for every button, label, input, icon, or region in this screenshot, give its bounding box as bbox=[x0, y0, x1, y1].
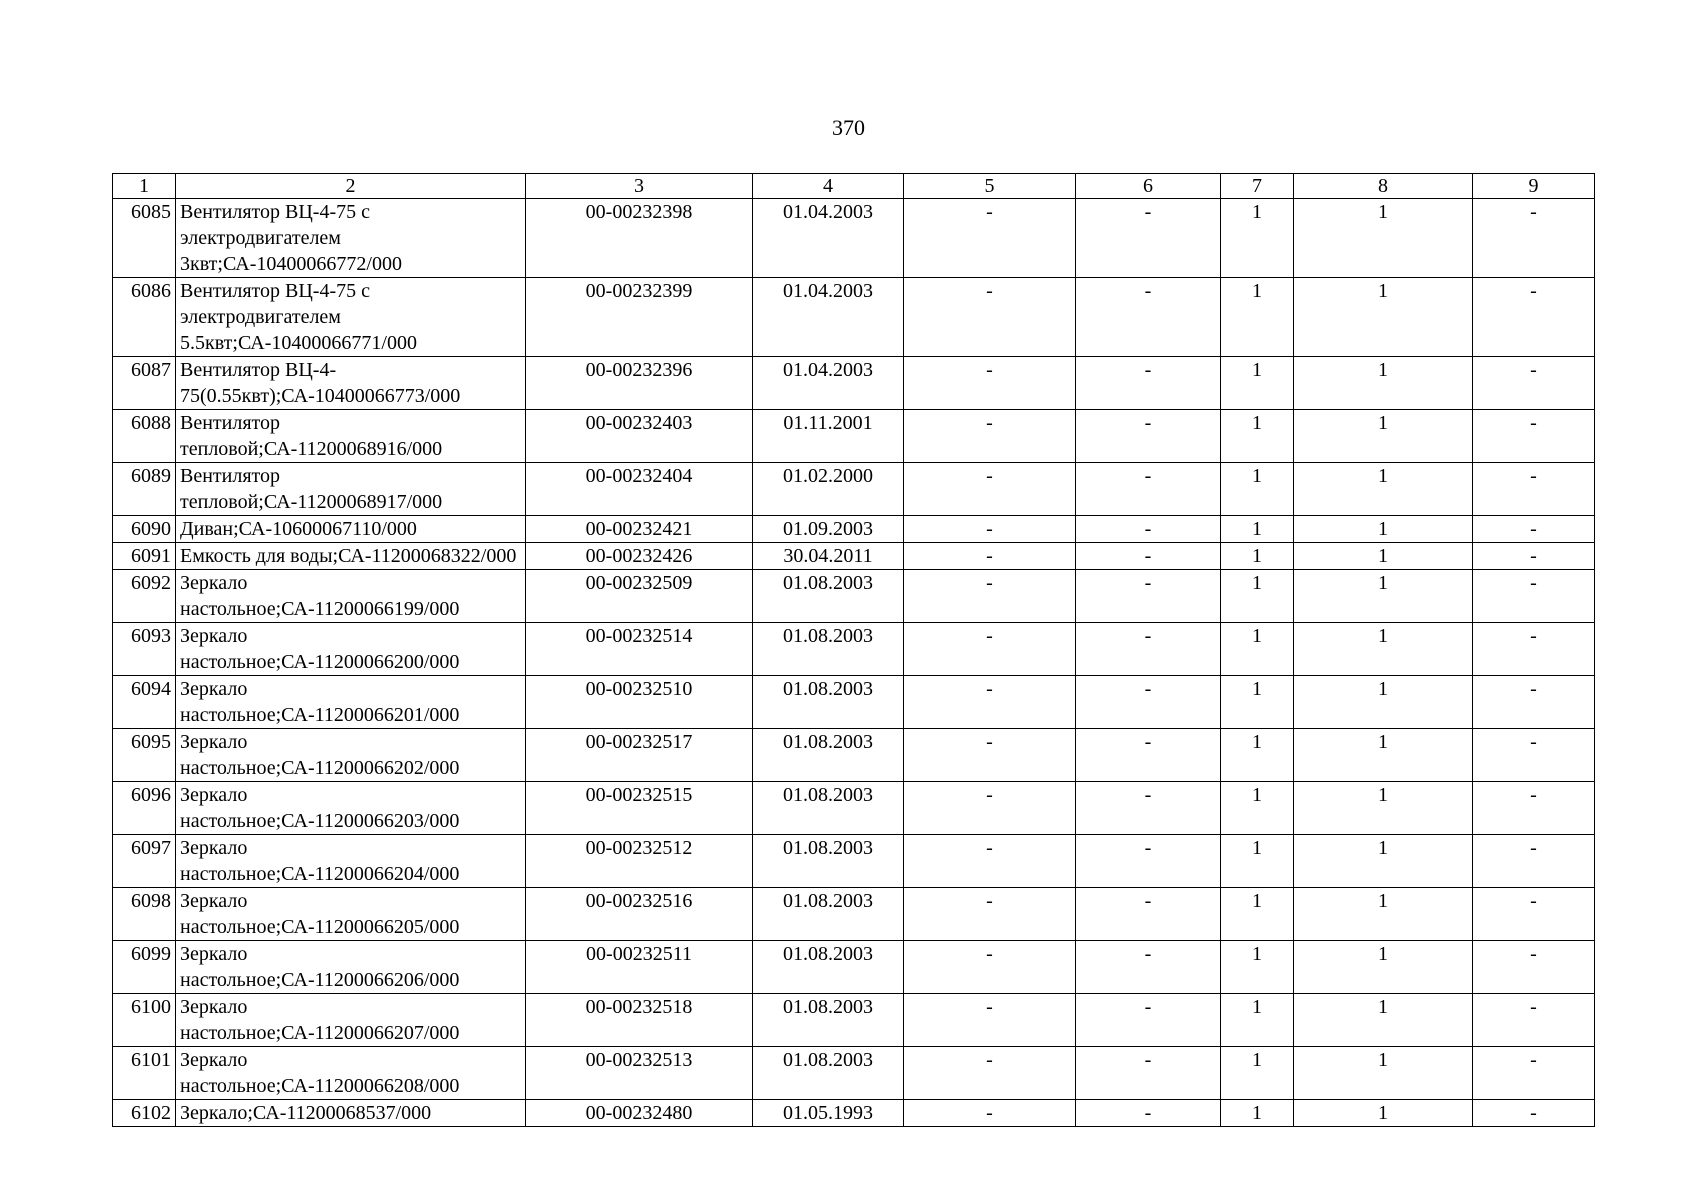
col5-cell: - bbox=[904, 1100, 1076, 1127]
col5-cell: - bbox=[904, 729, 1076, 782]
inventory-table bbox=[112, 173, 1595, 1127]
item-name-cell: Зеркало настольное;СА-11200066199/000 bbox=[176, 570, 526, 623]
inventory-code-cell: 00-00232515 bbox=[526, 782, 753, 835]
col6-cell: - bbox=[1076, 463, 1221, 516]
inventory-code-cell: 00-00232426 bbox=[526, 543, 753, 570]
col8-cell: 1 bbox=[1294, 676, 1473, 729]
table-row bbox=[113, 357, 1595, 410]
col9-cell: - bbox=[1473, 410, 1595, 463]
table-row bbox=[113, 570, 1595, 623]
inventory-code-cell: 00-00232403 bbox=[526, 410, 753, 463]
item-name-cell: Зеркало настольное;СА-11200066208/000 bbox=[176, 1047, 526, 1100]
row-number-cell: 6098 bbox=[113, 888, 176, 941]
col9-cell: - bbox=[1473, 835, 1595, 888]
inventory-code-cell: 00-00232518 bbox=[526, 994, 753, 1047]
table-row bbox=[113, 516, 1595, 543]
col6-cell: - bbox=[1076, 623, 1221, 676]
col6-cell: - bbox=[1076, 199, 1221, 278]
item-name-cell: Диван;СА-10600067110/000 bbox=[176, 516, 526, 543]
col7-cell: 1 bbox=[1221, 1100, 1294, 1127]
inventory-code-cell: 00-00232509 bbox=[526, 570, 753, 623]
item-name-cell: Вентилятор тепловой;СА-11200068916/000 bbox=[176, 410, 526, 463]
date-cell: 01.08.2003 bbox=[753, 623, 904, 676]
item-name-cell: Зеркало;СА-11200068537/000 bbox=[176, 1100, 526, 1127]
row-number-cell: 6090 bbox=[113, 516, 176, 543]
row-number-cell: 6095 bbox=[113, 729, 176, 782]
date-cell: 01.08.2003 bbox=[753, 729, 904, 782]
table-body bbox=[113, 174, 1595, 1127]
date-cell: 01.02.2000 bbox=[753, 463, 904, 516]
item-name-cell: Зеркало настольное;СА-11200066205/000 bbox=[176, 888, 526, 941]
col9-cell: - bbox=[1473, 516, 1595, 543]
col9-cell: - bbox=[1473, 570, 1595, 623]
row-number-cell: 6085 bbox=[113, 199, 176, 278]
col6-cell: - bbox=[1076, 1047, 1221, 1100]
table-row bbox=[113, 623, 1595, 676]
item-name-cell: Вентилятор ВЦ-4-75 с электродвигателем 5.5квт;СА-10400066771/000 bbox=[176, 278, 526, 357]
item-name-cell: Зеркало настольное;СА-11200066201/000 bbox=[176, 676, 526, 729]
col5-cell: - bbox=[904, 570, 1076, 623]
col5-cell: - bbox=[904, 516, 1076, 543]
inventory-code-cell: 00-00232513 bbox=[526, 1047, 753, 1100]
col6-cell: - bbox=[1076, 941, 1221, 994]
col8-cell: 1 bbox=[1294, 623, 1473, 676]
inventory-code-cell: 00-00232396 bbox=[526, 357, 753, 410]
col8-cell: 1 bbox=[1294, 941, 1473, 994]
col8-cell: 1 bbox=[1294, 357, 1473, 410]
col6-cell: - bbox=[1076, 357, 1221, 410]
item-name-cell: Зеркало настольное;СА-11200066206/000 bbox=[176, 941, 526, 994]
table-row bbox=[113, 888, 1595, 941]
col5-cell: - bbox=[904, 199, 1076, 278]
inventory-code-cell: 00-00232398 bbox=[526, 199, 753, 278]
date-cell: 01.04.2003 bbox=[753, 357, 904, 410]
col9-cell: - bbox=[1473, 1047, 1595, 1100]
col6-cell: - bbox=[1076, 782, 1221, 835]
date-cell: 01.08.2003 bbox=[753, 994, 904, 1047]
row-number-cell: 6102 bbox=[113, 1100, 176, 1127]
table-row bbox=[113, 199, 1595, 278]
item-name-cell: Емкость для воды;СА-11200068322/000 bbox=[176, 543, 526, 570]
item-name-cell: Зеркало настольное;СА-11200066202/000 bbox=[176, 729, 526, 782]
item-name-cell: Вентилятор ВЦ-4-75 с электродвигателем 3квт;СА-10400066772/000 bbox=[176, 199, 526, 278]
row-number-cell: 6091 bbox=[113, 543, 176, 570]
col6-cell: - bbox=[1076, 278, 1221, 357]
col7-cell: 1 bbox=[1221, 516, 1294, 543]
col9-cell: - bbox=[1473, 676, 1595, 729]
col5-cell: - bbox=[904, 278, 1076, 357]
col9-cell: - bbox=[1473, 941, 1595, 994]
column-header: 6 bbox=[1076, 174, 1221, 199]
item-name-cell: Вентилятор тепловой;СА-11200068917/000 bbox=[176, 463, 526, 516]
col8-cell: 1 bbox=[1294, 1100, 1473, 1127]
col7-cell: 1 bbox=[1221, 835, 1294, 888]
col6-cell: - bbox=[1076, 729, 1221, 782]
row-number-cell: 6094 bbox=[113, 676, 176, 729]
date-cell: 01.08.2003 bbox=[753, 941, 904, 994]
date-cell: 01.09.2003 bbox=[753, 516, 904, 543]
date-cell: 01.08.2003 bbox=[753, 782, 904, 835]
table-row bbox=[113, 994, 1595, 1047]
col9-cell: - bbox=[1473, 357, 1595, 410]
table-row bbox=[113, 941, 1595, 994]
date-cell: 01.08.2003 bbox=[753, 888, 904, 941]
row-number-cell: 6099 bbox=[113, 941, 176, 994]
row-number-cell: 6088 bbox=[113, 410, 176, 463]
row-number-cell: 6089 bbox=[113, 463, 176, 516]
col8-cell: 1 bbox=[1294, 278, 1473, 357]
inventory-code-cell: 00-00232421 bbox=[526, 516, 753, 543]
column-header: 1 bbox=[113, 174, 176, 199]
col6-cell: - bbox=[1076, 410, 1221, 463]
col8-cell: 1 bbox=[1294, 199, 1473, 278]
date-cell: 01.04.2003 bbox=[753, 278, 904, 357]
row-number-cell: 6101 bbox=[113, 1047, 176, 1100]
col9-cell: - bbox=[1473, 463, 1595, 516]
inventory-code-cell: 00-00232514 bbox=[526, 623, 753, 676]
item-name-cell: Зеркало настольное;СА-11200066204/000 bbox=[176, 835, 526, 888]
col6-cell: - bbox=[1076, 835, 1221, 888]
col7-cell: 1 bbox=[1221, 463, 1294, 516]
item-name-cell: Зеркало настольное;СА-11200066200/000 bbox=[176, 623, 526, 676]
date-cell: 01.08.2003 bbox=[753, 676, 904, 729]
date-cell: 01.05.1993 bbox=[753, 1100, 904, 1127]
inventory-code-cell: 00-00232480 bbox=[526, 1100, 753, 1127]
col5-cell: - bbox=[904, 941, 1076, 994]
page-number: 370 bbox=[832, 115, 865, 140]
col7-cell: 1 bbox=[1221, 199, 1294, 278]
inventory-code-cell: 00-00232512 bbox=[526, 835, 753, 888]
row-number-cell: 6086 bbox=[113, 278, 176, 357]
date-cell: 01.08.2003 bbox=[753, 570, 904, 623]
col8-cell: 1 bbox=[1294, 570, 1473, 623]
row-number-cell: 6097 bbox=[113, 835, 176, 888]
col8-cell: 1 bbox=[1294, 1047, 1473, 1100]
col6-cell: - bbox=[1076, 994, 1221, 1047]
date-cell: 01.04.2003 bbox=[753, 199, 904, 278]
item-name-cell: Зеркало настольное;СА-11200066203/000 bbox=[176, 782, 526, 835]
col7-cell: 1 bbox=[1221, 410, 1294, 463]
column-header: 7 bbox=[1221, 174, 1294, 199]
table-row bbox=[113, 729, 1595, 782]
col9-cell: - bbox=[1473, 782, 1595, 835]
date-cell: 01.11.2001 bbox=[753, 410, 904, 463]
col8-cell: 1 bbox=[1294, 782, 1473, 835]
col6-cell: - bbox=[1076, 516, 1221, 543]
col8-cell: 1 bbox=[1294, 835, 1473, 888]
col8-cell: 1 bbox=[1294, 543, 1473, 570]
col6-cell: - bbox=[1076, 543, 1221, 570]
table-row bbox=[113, 676, 1595, 729]
col5-cell: - bbox=[904, 835, 1076, 888]
col5-cell: - bbox=[904, 623, 1076, 676]
inventory-code-cell: 00-00232511 bbox=[526, 941, 753, 994]
row-number-cell: 6100 bbox=[113, 994, 176, 1047]
col9-cell: - bbox=[1473, 888, 1595, 941]
col6-cell: - bbox=[1076, 1100, 1221, 1127]
column-header: 5 bbox=[904, 174, 1076, 199]
col9-cell: - bbox=[1473, 543, 1595, 570]
col8-cell: 1 bbox=[1294, 994, 1473, 1047]
col7-cell: 1 bbox=[1221, 357, 1294, 410]
col8-cell: 1 bbox=[1294, 888, 1473, 941]
col7-cell: 1 bbox=[1221, 676, 1294, 729]
table-row bbox=[113, 1100, 1595, 1127]
col7-cell: 1 bbox=[1221, 888, 1294, 941]
col5-cell: - bbox=[904, 543, 1076, 570]
column-header: 4 bbox=[753, 174, 904, 199]
date-cell: 01.08.2003 bbox=[753, 1047, 904, 1100]
column-header: 2 bbox=[176, 174, 526, 199]
item-name-cell: Вентилятор ВЦ-4-75(0.55квт);СА-10400066773/000 bbox=[176, 357, 526, 410]
col6-cell: - bbox=[1076, 888, 1221, 941]
column-header: 3 bbox=[526, 174, 753, 199]
inventory-code-cell: 00-00232516 bbox=[526, 888, 753, 941]
col9-cell: - bbox=[1473, 1100, 1595, 1127]
table-row bbox=[113, 1047, 1595, 1100]
table-row bbox=[113, 835, 1595, 888]
col7-cell: 1 bbox=[1221, 543, 1294, 570]
row-number-cell: 6087 bbox=[113, 357, 176, 410]
date-cell: 01.08.2003 bbox=[753, 835, 904, 888]
col5-cell: - bbox=[904, 888, 1076, 941]
inventory-code-cell: 00-00232404 bbox=[526, 463, 753, 516]
col5-cell: - bbox=[904, 676, 1076, 729]
col6-cell: - bbox=[1076, 676, 1221, 729]
col7-cell: 1 bbox=[1221, 1047, 1294, 1100]
col7-cell: 1 bbox=[1221, 994, 1294, 1047]
col5-cell: - bbox=[904, 782, 1076, 835]
col9-cell: - bbox=[1473, 994, 1595, 1047]
col5-cell: - bbox=[904, 1047, 1076, 1100]
row-number-cell: 6092 bbox=[113, 570, 176, 623]
table-header-row bbox=[113, 174, 1595, 199]
table-row bbox=[113, 543, 1595, 570]
col7-cell: 1 bbox=[1221, 570, 1294, 623]
col5-cell: - bbox=[904, 463, 1076, 516]
table-row bbox=[113, 410, 1595, 463]
inventory-code-cell: 00-00232510 bbox=[526, 676, 753, 729]
col7-cell: 1 bbox=[1221, 278, 1294, 357]
table-row bbox=[113, 278, 1595, 357]
col9-cell: - bbox=[1473, 199, 1595, 278]
col8-cell: 1 bbox=[1294, 463, 1473, 516]
table-row bbox=[113, 782, 1595, 835]
col5-cell: - bbox=[904, 994, 1076, 1047]
row-number-cell: 6096 bbox=[113, 782, 176, 835]
column-header: 9 bbox=[1473, 174, 1595, 199]
col7-cell: 1 bbox=[1221, 782, 1294, 835]
column-header: 8 bbox=[1294, 174, 1473, 199]
col7-cell: 1 bbox=[1221, 623, 1294, 676]
item-name-cell: Зеркало настольное;СА-11200066207/000 bbox=[176, 994, 526, 1047]
col8-cell: 1 bbox=[1294, 729, 1473, 782]
col6-cell: - bbox=[1076, 570, 1221, 623]
row-number-cell: 6093 bbox=[113, 623, 176, 676]
col8-cell: 1 bbox=[1294, 410, 1473, 463]
col9-cell: - bbox=[1473, 729, 1595, 782]
col5-cell: - bbox=[904, 357, 1076, 410]
table-row bbox=[113, 463, 1595, 516]
col9-cell: - bbox=[1473, 623, 1595, 676]
col7-cell: 1 bbox=[1221, 941, 1294, 994]
inventory-code-cell: 00-00232399 bbox=[526, 278, 753, 357]
col5-cell: - bbox=[904, 410, 1076, 463]
col9-cell: - bbox=[1473, 278, 1595, 357]
col8-cell: 1 bbox=[1294, 516, 1473, 543]
date-cell: 30.04.2011 bbox=[753, 543, 904, 570]
inventory-code-cell: 00-00232517 bbox=[526, 729, 753, 782]
col7-cell: 1 bbox=[1221, 729, 1294, 782]
